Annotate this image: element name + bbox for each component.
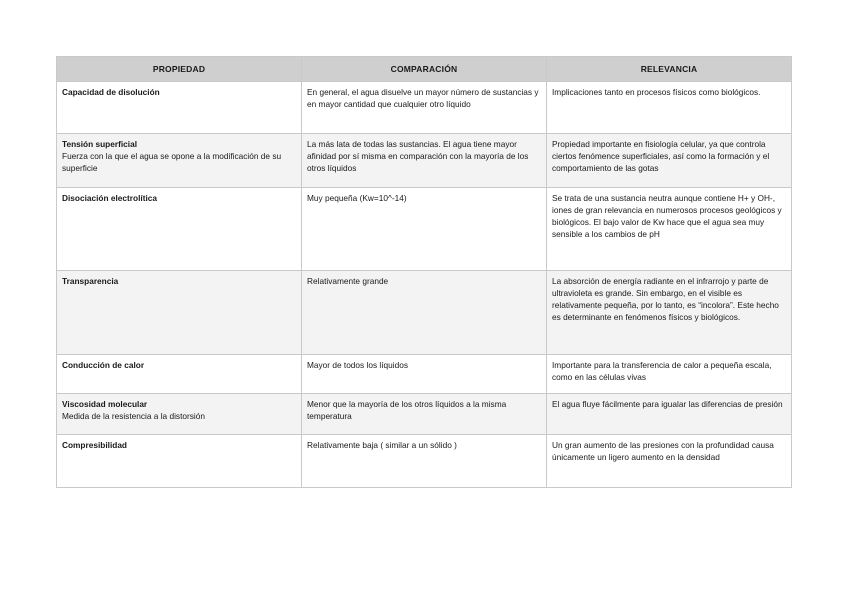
- property-name: Capacidad de disolución: [62, 87, 160, 97]
- table-row: [57, 271, 792, 355]
- table-row: [57, 82, 792, 134]
- relevance-cell: El agua fluye fácilmente para igualar las diferencias de presión: [547, 394, 792, 435]
- property-cell: [57, 394, 302, 435]
- table-row: [57, 394, 792, 435]
- property-cell: [57, 134, 302, 188]
- table-row: [57, 188, 792, 271]
- comparison-cell: Menor que la mayoría de los otros líquidos a la misma temperatura: [302, 394, 547, 435]
- comparison-cell: Relativamente grande: [302, 271, 547, 355]
- property-name: Viscosidad molecular: [62, 399, 148, 409]
- property-cell: [57, 82, 302, 134]
- comparison-cell: En general, el agua disuelve un mayor número de sustancias y en mayor cantidad que cualquier otro líquido: [302, 82, 547, 134]
- property-name: Conducción de calor: [62, 360, 145, 370]
- property-name: Tensión superficial: [62, 139, 137, 149]
- property-cell: [57, 355, 302, 394]
- property-name: Transparencia: [62, 276, 119, 286]
- property-cell: [57, 435, 302, 488]
- relevance-cell: Se trata de una sustancia neutra aunque contiene H+ y OH-, iones de gran relevancia en numerosos procesos geológicos y biológicos. El bajo valor de Kw hace que el agua sea muy sensible a los cambios de pH: [547, 188, 792, 271]
- relevance-cell: La absorción de energía radiante en el infrarrojo y parte de ultravioleta es grande. Sin embargo, en el visible es relativamente pequeña, por lo tanto, es “incolora”. Este hecho es determinante en fenómenos físicos y biológicos.: [547, 271, 792, 355]
- table-row: [57, 134, 792, 188]
- comparison-cell: Muy pequeña (Kw=10^-14): [302, 188, 547, 271]
- relevance-cell: Un gran aumento de las presiones con la profundidad causa únicamente un ligero aumento en la densidad: [547, 435, 792, 488]
- relevance-cell: Implicaciones tanto en procesos físicos como biológicos.: [547, 82, 792, 134]
- header-propiedad: PROPIEDAD: [57, 57, 302, 82]
- property-name: Disociación electrolítica: [62, 193, 157, 203]
- table-row: [57, 355, 792, 394]
- header-relevancia: RELEVANCIA: [547, 57, 792, 82]
- comparison-cell: Relativamente baja ( similar a un sólido ): [302, 435, 547, 488]
- property-cell: [57, 188, 302, 271]
- header-row: [57, 57, 792, 82]
- property-description: Medida de la resistencia a la distorsión: [62, 411, 205, 421]
- comparison-cell: La más lata de todas las sustancias. El agua tiene mayor afinidad por sí misma en comparación con la mayoría de los otros líquidos: [302, 134, 547, 188]
- header-comparacion: COMPARACIÓN: [302, 57, 547, 82]
- table-row: [57, 435, 792, 488]
- property-cell: [57, 271, 302, 355]
- property-name: Compresibilidad: [62, 440, 128, 450]
- comparison-cell: Mayor de todos los líquidos: [302, 355, 547, 394]
- water-properties-table: [56, 56, 792, 488]
- relevance-cell: Propiedad importante en fisiología celular, ya que controla ciertos fenómence superficiales, así como la formación y el comportamiento de las gotas: [547, 134, 792, 188]
- property-description: Fuerza con la que el agua se opone a la modificación de su superficie: [62, 151, 282, 173]
- relevance-cell: Importante para la transferencia de calor a pequeña escala, como en las células vivas: [547, 355, 792, 394]
